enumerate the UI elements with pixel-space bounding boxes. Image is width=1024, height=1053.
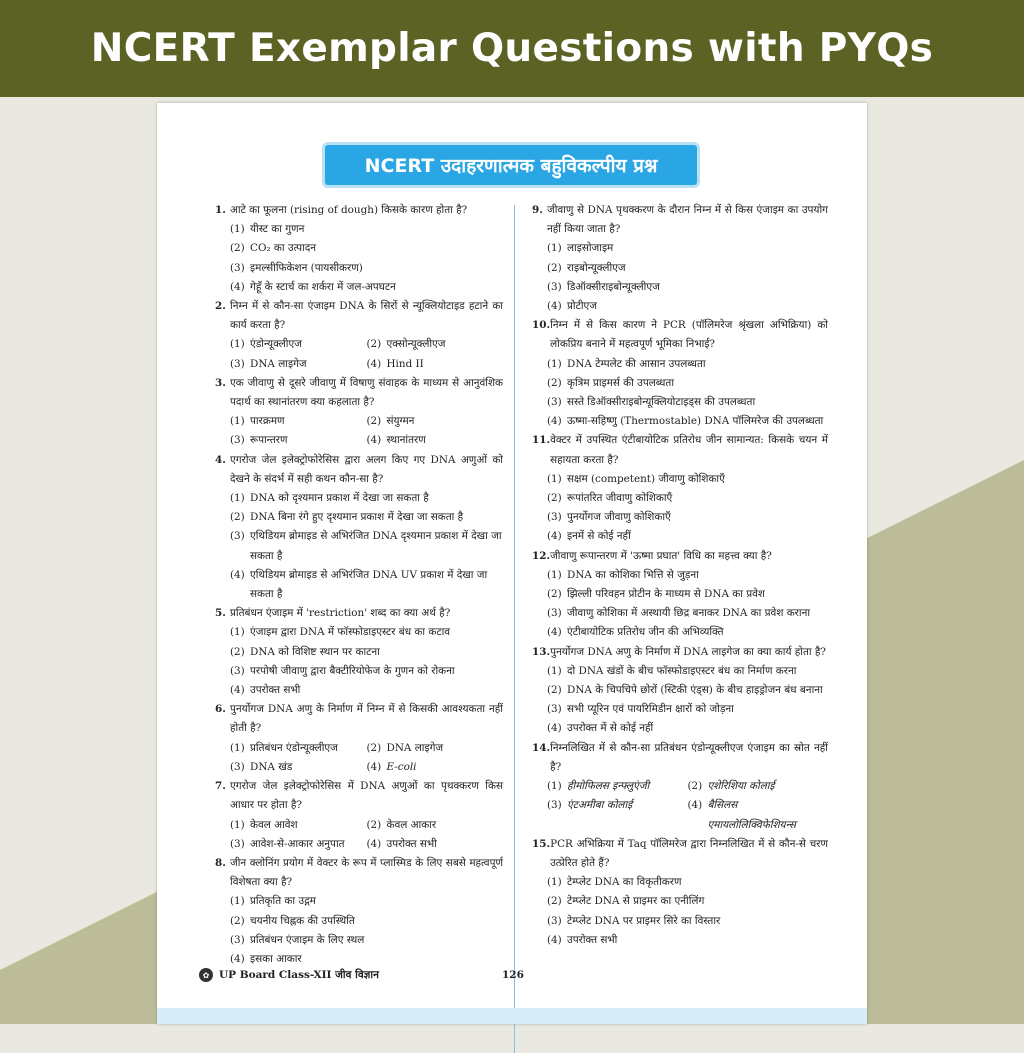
option-number: (1) <box>230 415 245 428</box>
question-block <box>215 777 503 854</box>
option <box>532 892 828 911</box>
option-number: (3) <box>230 261 245 274</box>
option-number: (2) <box>230 914 245 927</box>
option-text: टेम्प्लेट DNA पर प्राइमर सिरे का विस्तार <box>567 914 721 927</box>
banner <box>0 0 1024 97</box>
question-block <box>532 431 828 546</box>
option <box>367 355 504 374</box>
question-block <box>532 201 828 316</box>
option-number: (1) <box>230 223 245 236</box>
option <box>547 777 688 796</box>
option <box>532 566 828 585</box>
option-text: जीवाणु कोशिका में अस्थायी छिद्र बनाकर DNA का प्रवेश कराना <box>567 607 811 620</box>
question-block <box>532 316 828 431</box>
option-text: CO₂ का उत्पादन <box>250 242 316 255</box>
option-number: (4) <box>687 799 703 812</box>
options-list <box>215 892 503 969</box>
option <box>215 950 503 969</box>
option-number: (3) <box>230 760 245 773</box>
option-text: उपरोक्त सभी <box>250 684 301 697</box>
question-number: 1. <box>215 204 226 216</box>
option-number: (4) <box>230 952 245 965</box>
question-number: 15. <box>532 837 551 850</box>
footer-label: UP Board Class-XII जीव विज्ञान <box>219 969 379 981</box>
right-column <box>532 201 828 950</box>
option <box>215 623 503 642</box>
question <box>532 835 828 873</box>
option-text: DNA को दृश्यमान प्रकाश में देखा जा सकता है <box>250 492 429 505</box>
option <box>230 412 367 431</box>
option <box>532 508 828 527</box>
option-text: सभी प्यूरिन एवं पायरिमिडीन क्षारों को जोड़ना <box>567 703 734 716</box>
options-grid <box>215 739 503 777</box>
question-block <box>532 739 828 835</box>
option-number: (4) <box>547 300 562 313</box>
question <box>532 547 828 566</box>
options-list <box>215 623 503 700</box>
option-text: पारक्रमण <box>250 415 285 428</box>
option <box>532 873 828 892</box>
question <box>532 739 828 777</box>
option-number: (3) <box>547 511 562 524</box>
question <box>532 316 828 354</box>
question-number: 10. <box>532 319 551 332</box>
option <box>230 355 367 374</box>
question-text: आटे का फूलना (rising of dough) किसके कारण होता है? <box>230 204 468 216</box>
option <box>215 892 503 911</box>
options-grid <box>215 816 503 854</box>
option-text: लाइसोजाइम <box>567 242 614 255</box>
option-text: Hind II <box>386 357 424 370</box>
question-number: 5. <box>215 607 226 620</box>
option <box>532 719 828 738</box>
option <box>532 393 828 412</box>
option-text: कृत्रिम प्राइमर्स की उपलब्धता <box>567 376 675 389</box>
option-text: रूपान्तरण <box>250 434 288 447</box>
option-text: DNA लाइगेज <box>386 741 444 754</box>
option-number: (4) <box>366 357 382 370</box>
option <box>215 931 503 950</box>
question-text: पुनर्योगज DNA अणु के निर्माण में निम्न में से किसकी आवश्यकता नहीं होती है? <box>230 703 503 735</box>
option-text: टेम्प्लेट DNA से प्राइमर का एनीलिंग <box>567 895 705 908</box>
option-text: इसका आकार <box>250 952 302 965</box>
option <box>367 758 504 777</box>
option-text: DNA लाइगेज <box>250 357 307 370</box>
options-list <box>532 470 828 547</box>
option <box>215 278 503 297</box>
option-number: (2) <box>547 588 562 601</box>
option <box>532 912 828 931</box>
option-text: यीस्ट का गुणन <box>250 223 305 236</box>
question-number: 12. <box>532 549 551 562</box>
option-text: प्रोटीएज <box>567 300 597 313</box>
option-number: (2) <box>547 376 562 389</box>
question-block <box>215 297 503 374</box>
option-number: (2) <box>547 684 562 697</box>
option <box>688 796 829 834</box>
option <box>532 681 828 700</box>
option-text: गेहूँ के स्टार्च का शर्करा में जल-अपघटन <box>250 280 396 293</box>
option <box>532 412 828 431</box>
question-text: निम्नलिखित में से कौन-सा प्रतिबंधन एंडोन्यूक्लीएज एंजाइम का स्रोत नहीं है? <box>550 741 828 773</box>
option-number: (2) <box>547 492 562 505</box>
option <box>230 758 367 777</box>
document-page <box>157 103 867 1024</box>
option-text: एंडोन्यूक्लीएज <box>250 338 302 351</box>
options-list <box>532 566 828 643</box>
option-text: एंजाइम द्वारा DNA में फॉस्फोडाइएस्टर बंध का कटाव <box>250 626 451 639</box>
banner-title: NCERT Exemplar Questions with PYQs <box>90 26 934 71</box>
option-text: DNA बिना रंगे हुए दृश्यमान प्रकाश में देखा जा सकता है <box>250 511 464 524</box>
option <box>532 278 828 297</box>
option-number: (1) <box>230 492 245 505</box>
question-text: वेक्टर में उपस्थित एंटीबायोटिक प्रतिरोध जीन सामान्यत: किसके चयन में सहायता करता है? <box>550 434 828 466</box>
option <box>532 259 828 278</box>
question-block <box>215 451 503 605</box>
left-column <box>215 201 503 969</box>
option-number: (3) <box>230 933 245 946</box>
option-number: (4) <box>547 626 562 639</box>
option-text: प्रतिकृति का उद्गम <box>250 895 316 908</box>
option-number: (3) <box>547 914 562 927</box>
question-block <box>215 854 503 969</box>
option-number: (1) <box>230 895 245 908</box>
option-number: (2) <box>230 242 245 255</box>
question-text: PCR अभिक्रिया में Taq पॉलिमरेज द्वारा निम्नलिखित में से कौन-से चरण उत्प्रेरित होते हैं? <box>550 837 828 869</box>
question <box>215 201 503 220</box>
option-number: (4) <box>230 568 245 581</box>
option-text: एक्सोन्यूक्लीएज <box>386 338 446 351</box>
section-heading: NCERT उदाहरणात्मक बहुविकल्पीय प्रश्न <box>364 155 658 177</box>
option-number: (2) <box>366 741 382 754</box>
option-text: ऊष्मा-सहिष्णु (Thermostable) DNA पॉलिमरेज की उपलब्धता <box>567 415 824 428</box>
question-number: 4. <box>215 453 226 466</box>
option <box>367 412 504 431</box>
option-text: एथिडियम ब्रोमाइड से अभिरंजित DNA UV प्रकाश में देखा जा सकता है <box>250 568 488 601</box>
question-number: 6. <box>215 703 226 716</box>
option-number: (4) <box>547 415 562 428</box>
option-text: DNA को विशिष्ट स्थान पर काटना <box>250 645 380 658</box>
option-number: (2) <box>366 415 382 428</box>
option-text: हीमोफिलस इन्फ्लुएंजी <box>567 780 650 793</box>
publisher-logo-icon: ✿ <box>199 968 213 982</box>
options-grid <box>532 777 828 835</box>
option-number: (4) <box>366 434 382 447</box>
option-number: (2) <box>230 645 245 658</box>
options-grid <box>215 412 503 450</box>
option-text: इनमें से कोई नहीं <box>567 530 631 543</box>
option-number: (1) <box>547 357 562 370</box>
option-text: रूपांतरित जीवाणु कोशिकाएँ <box>567 492 673 505</box>
option <box>532 374 828 393</box>
option-text: डिऑक्सीराइबोन्यूक्लीएज <box>567 280 660 293</box>
section-heading-box <box>325 145 697 185</box>
options-list <box>532 355 828 432</box>
question-text: प्रतिबंधन एंजाइम में 'restriction' शब्द का क्या अर्थ है? <box>230 607 451 620</box>
question-number: 11. <box>532 434 551 447</box>
question-text: एगरोज जेल इलेक्ट्रोफोरेसिस में DNA अणुओं का पृथक्करण किस आधार पर होता है? <box>230 780 503 812</box>
option <box>230 816 367 835</box>
option-number: (2) <box>366 338 382 351</box>
question-text: एगरोज जेल इलेक्ट्रोफोरेसिस द्वारा अलग किए गए DNA अणुओं को देखने के संदर्भ में सही कथन कौन-सा है? <box>230 453 503 485</box>
option-number: (2) <box>547 261 562 274</box>
options-grid <box>215 335 503 373</box>
question-number: 14. <box>532 741 551 754</box>
option-text: दो DNA खंडों के बीच फॉस्फोडाइएस्टर बंध का निर्माण करना <box>567 664 797 677</box>
option-number: (1) <box>230 741 245 754</box>
option <box>532 355 828 374</box>
question-number: 3. <box>215 376 226 389</box>
question <box>532 201 828 239</box>
option <box>215 259 503 278</box>
question-block <box>532 547 828 643</box>
question <box>215 374 503 412</box>
option <box>532 585 828 604</box>
option <box>215 508 503 527</box>
option-text: DNA खंड <box>250 760 293 773</box>
question-number: 8. <box>215 856 226 869</box>
option-number: (3) <box>230 434 245 447</box>
option-number: (4) <box>547 722 562 735</box>
footer-band <box>157 1008 867 1024</box>
option <box>532 931 828 950</box>
option-number: (4) <box>230 280 245 293</box>
option-number: (3) <box>547 280 562 293</box>
option-text: केवल आकार <box>386 818 437 831</box>
question-text: निम्न में से कौन-सा एंजाइम DNA के सिरों से न्यूक्लियोटाइड हटाने का कार्य करता है? <box>230 300 503 332</box>
option-text: चयनीय चिह्नक की उपस्थिति <box>250 914 355 927</box>
option-number: (3) <box>230 357 245 370</box>
option-text: केवल आवेश <box>250 818 298 831</box>
option-number: (3) <box>547 607 562 620</box>
column-divider <box>514 205 515 1053</box>
question-block <box>532 643 828 739</box>
option-text: DNA के चिपचिपे छोरों (स्टिकी एंड्स) के बीच हाइड्रोजन बंध बनाना <box>567 684 823 697</box>
question <box>215 451 503 489</box>
question <box>215 854 503 892</box>
option-number: (2) <box>547 895 562 908</box>
option-text: एंटीबायोटिक प्रतिरोध जीन की अभिव्यक्ति <box>567 626 724 639</box>
option-number: (3) <box>230 664 245 677</box>
option-text: राइबोन्यूक्लीएज <box>567 261 626 274</box>
option <box>215 220 503 239</box>
question-block <box>215 201 503 297</box>
option-number: (1) <box>547 876 562 889</box>
option-text: DNA का कोशिका भित्ति से जुड़ना <box>567 568 699 581</box>
page-number: 126 <box>502 969 524 981</box>
question-block <box>215 604 503 700</box>
option <box>215 239 503 258</box>
question-number: 7. <box>215 780 226 793</box>
question <box>532 431 828 469</box>
question-number: 13. <box>532 645 551 658</box>
option-text: आवेश-से-आकार अनुपात <box>250 837 345 850</box>
question <box>215 297 503 335</box>
option-text: प्रतिबंधन एंजाइम के लिए स्थल <box>250 933 365 946</box>
options-list <box>532 662 828 739</box>
option-number: (1) <box>547 664 562 677</box>
option-number: (4) <box>547 933 562 946</box>
question-block <box>215 700 503 777</box>
question-text: जीवाणु रूपान्तरण में 'ऊष्मा प्रघात' विधि का महत्त्व क्या है? <box>550 549 772 562</box>
question-text: एक जीवाणु से दूसरे जीवाणु में विषाणु संवाहक के माध्यम से आनुवंशिक पदार्थ का स्थानांतरण क्या कहलाता है? <box>230 376 503 409</box>
options-list <box>215 489 503 604</box>
option <box>532 623 828 642</box>
option-text: झिल्ली परिवहन प्रोटीन के माध्यम से DNA का प्रवेश <box>567 588 766 601</box>
option-text: एशेरिशिया कोलाई <box>707 780 775 793</box>
question <box>532 643 828 662</box>
option-number: (3) <box>230 837 245 850</box>
option <box>215 566 503 604</box>
option <box>532 489 828 508</box>
option <box>547 796 688 834</box>
page-footer <box>199 968 839 982</box>
option-number: (3) <box>547 396 562 409</box>
option-number: (1) <box>547 242 562 255</box>
option-number: (3) <box>230 530 245 543</box>
question-number: 2. <box>215 300 226 313</box>
option-text: एंटअमीबा कोलाई <box>567 799 633 812</box>
option-number: (2) <box>366 818 382 831</box>
option-number: (4) <box>366 837 382 850</box>
option <box>532 662 828 681</box>
option-number: (4) <box>366 760 382 773</box>
option <box>215 527 503 565</box>
option-text: एथिडियम ब्रोमाइड से अभिरंजित DNA दृश्यमान प्रकाश में देखा जा सकता है <box>250 530 502 562</box>
option <box>215 662 503 681</box>
option <box>367 816 504 835</box>
option-text: सस्ते डिऑक्सीराइबोन्यूक्लियोटाइड्स की उपलब्धता <box>567 396 756 409</box>
option <box>532 527 828 546</box>
option <box>215 912 503 931</box>
question-text: पुनर्योगज DNA अणु के निर्माण में DNA लाइगेज का क्या कार्य होता है? <box>550 645 826 658</box>
options-list <box>532 239 828 316</box>
option <box>532 470 828 489</box>
options-list <box>532 873 828 950</box>
option-text: इमल्सीफिकेशन (पायसीकरण) <box>250 261 363 274</box>
option <box>367 739 504 758</box>
question-block <box>215 374 503 451</box>
option <box>532 239 828 258</box>
option <box>230 739 367 758</box>
question <box>215 604 503 623</box>
option-text: परपोषी जीवाणु द्वारा बैक्टीरियोफेज के गुणन को रोकना <box>250 664 455 677</box>
option-text: बैसिलस एमायलोलिक्विफेशियन्स <box>707 799 796 831</box>
option <box>532 700 828 719</box>
option-number: (3) <box>547 703 562 716</box>
option-number: (1) <box>547 568 562 581</box>
question <box>215 700 503 738</box>
question-text: निम्न में से किस कारण ने PCR (पॉलिमरेज श्रृंखला अभिक्रिया) को लोकप्रिय बनाने में महत्वपूर्ण भूमिका निभाई? <box>550 319 828 351</box>
option-number: (1) <box>230 818 245 831</box>
option-number: (2) <box>687 780 703 793</box>
option-text: उपरोक्त सभी <box>386 837 437 850</box>
option-text: DNA टेम्पलेट की आसान उपलब्धता <box>567 357 706 370</box>
option-text: उपरोक्त में से कोई नहीं <box>567 722 654 735</box>
option <box>215 643 503 662</box>
option-text: पुनर्योगज जीवाणु कोशिकाएँ <box>567 511 671 524</box>
option-text: सक्षम (competent) जीवाणु कोशिकाएँ <box>567 472 725 485</box>
option <box>215 489 503 508</box>
option-number: (1) <box>230 626 245 639</box>
option <box>230 431 367 450</box>
question-block <box>532 835 828 950</box>
option <box>367 835 504 854</box>
question-text: जीवाणु से DNA पृथक्करण के दौरान निम्न में से किस एंजाइम का उपयोग नहीं किया जाता है? <box>547 204 828 236</box>
option <box>532 297 828 316</box>
option-text: उपरोक्त सभी <box>567 933 618 946</box>
option-number: (3) <box>547 799 562 812</box>
option <box>230 335 367 354</box>
question <box>215 777 503 815</box>
option-text: स्थानांतरण <box>386 434 426 447</box>
option-number: (1) <box>547 780 562 793</box>
option-number: (1) <box>547 472 562 485</box>
question-text: जीन क्लोनिंग प्रयोग में वेक्टर के रूप में प्लास्मिड के लिए सबसे महत्वपूर्ण विशेषता क्या है? <box>230 856 503 889</box>
option-text: संयुग्मन <box>386 415 415 428</box>
option-number: (4) <box>547 530 562 543</box>
options-list <box>215 220 503 297</box>
option-text: E-coli <box>386 760 417 773</box>
option <box>230 835 367 854</box>
option-number: (4) <box>230 684 245 697</box>
option-text: प्रतिबंधन एंडोन्यूक्लीएज <box>250 741 338 754</box>
option-number: (1) <box>230 338 245 351</box>
option <box>367 335 504 354</box>
option <box>688 777 829 796</box>
option <box>532 604 828 623</box>
option <box>215 681 503 700</box>
option-text: टेम्प्लेट DNA का विकृतीकरण <box>567 876 682 889</box>
question-number: 9. <box>532 204 543 216</box>
option <box>367 431 504 450</box>
option-number: (2) <box>230 511 245 524</box>
